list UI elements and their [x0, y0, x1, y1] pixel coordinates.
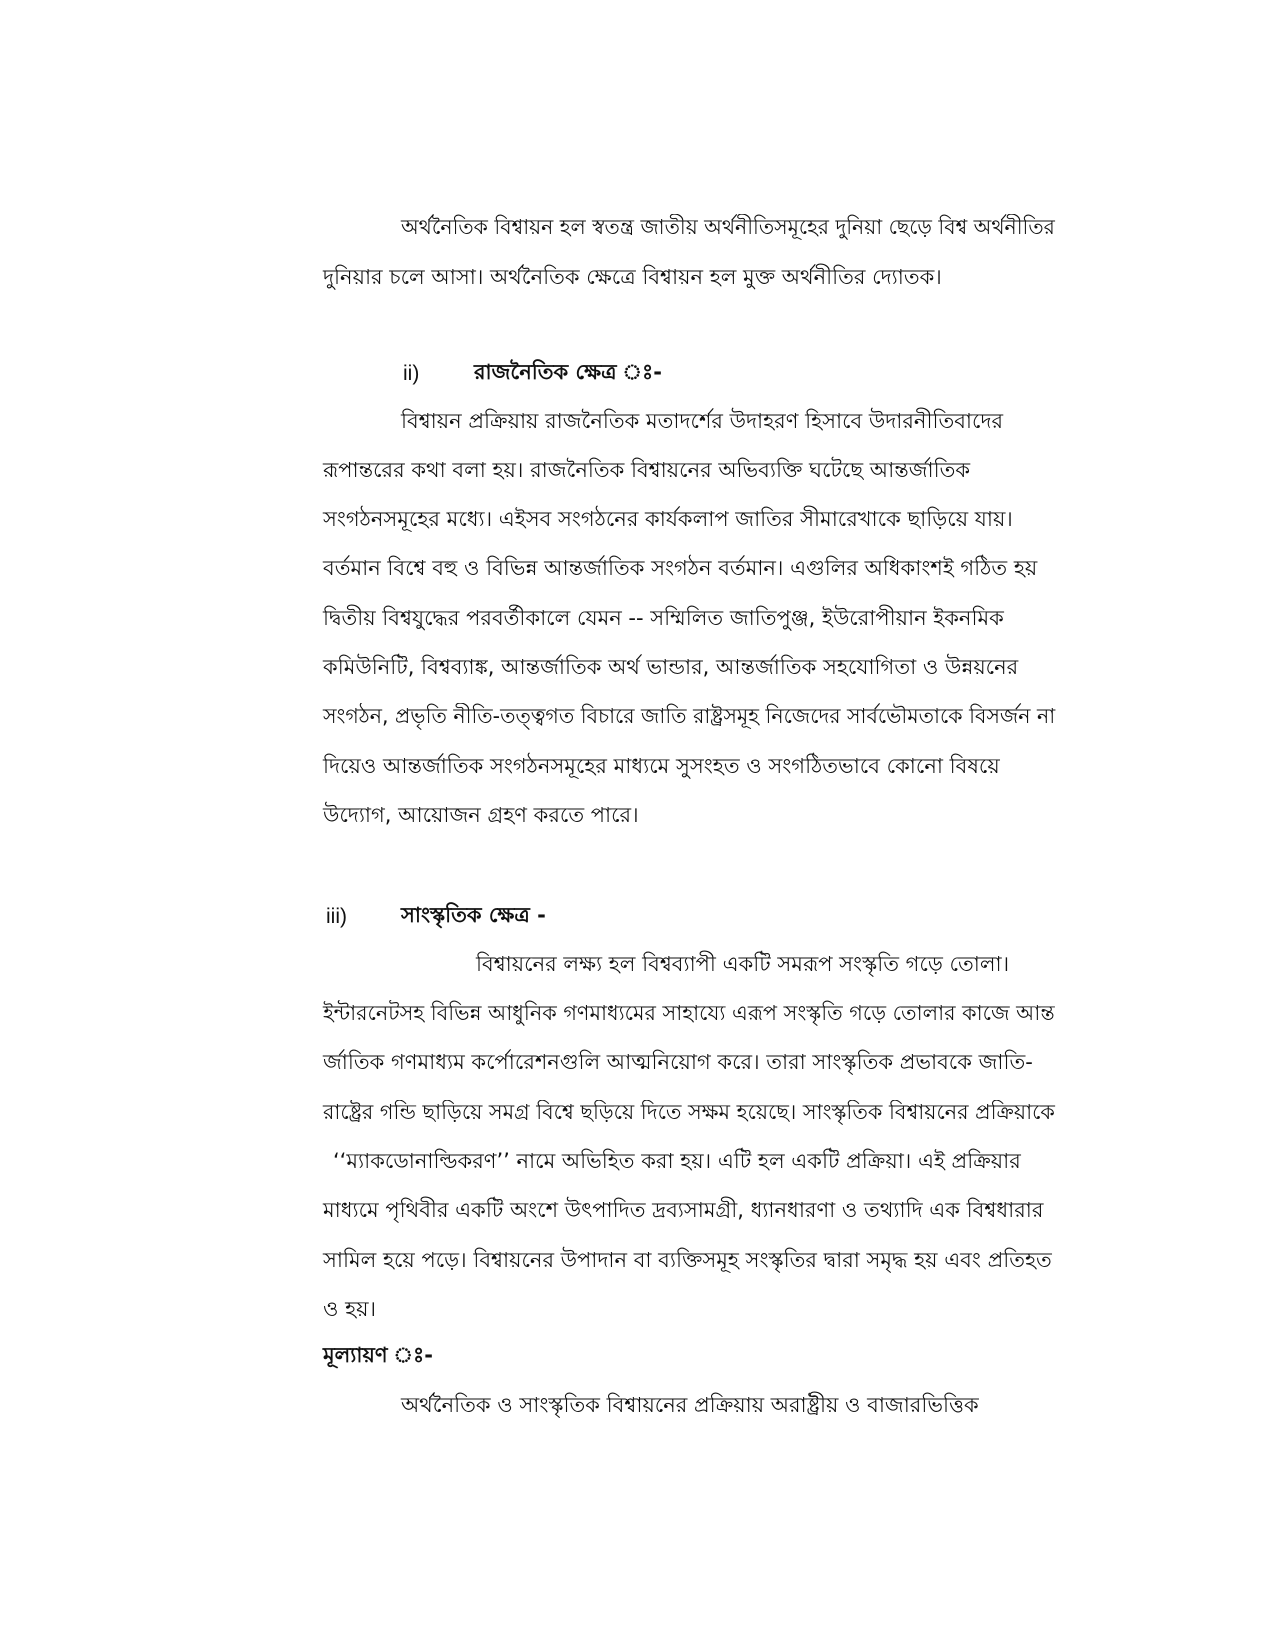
evaluation-section-title: মূল্যায়ণ ঃ- — [323, 1343, 433, 1367]
cultural-line-8: ও হয়। — [323, 1297, 377, 1321]
political-line-7: সংগঠন, প্রভৃতি নীতি-তত্ত্বগত বিচারে জাতি রাষ্ট্রসমূহ নিজেদের সার্বভৌমতাকে বিসর্জন না — [323, 704, 1056, 728]
cultural-line-7: সামিল হয়ে পড়ে। বিশ্বায়নের উপাদান বা ব্যক্তিসমূহ সংস্কৃতির দ্বারা সমৃদ্ধ হয় এবং প্রতিহত — [323, 1248, 1052, 1272]
cultural-line-3: র্জাতিক গণমাধ্যম কর্পোরেশনগুলি আত্মনিয়োগ করে। তারা সাংস্কৃতিক প্রভাবকে জাতি- — [323, 1050, 1033, 1074]
political-line-5: দ্বিতীয় বিশ্বযুদ্ধের পরবর্তীকালে যেমন -- সম্মিলিত জাতিপুঞ্জ, ইউরোপীয়ান ইকনমিক — [323, 606, 1004, 630]
cultural-section-title: সাংস্কৃতিক ক্ষেত্র - — [401, 903, 546, 927]
political-section-number: ii) — [403, 362, 420, 385]
cultural-line-4: রাষ্ট্রের গন্ডি ছাড়িয়ে সমগ্র বিশ্বে ছড়িয়ে দিতে সক্ষম হয়েছে। সাংস্কৃতিক বিশ্বায়নের প্রক্রিয়াকে — [323, 1100, 1055, 1124]
political-line-1: বিশ্বায়ন প্রক্রিয়ায় রাজনৈতিক মতাদর্শের উদাহরণ হিসাবে উদারনীতিবাদের — [401, 409, 1004, 433]
political-line-9: উদ্যোগ, আয়োজন গ্রহণ করতে পারে। — [323, 803, 639, 827]
political-line-2: রূপান্তরের কথা বলা হয়। রাজনৈতিক বিশ্বায়নের অভিব্যক্তি ঘটেছে আন্তর্জাতিক — [323, 458, 971, 482]
cultural-line-1: বিশ্বায়নের লক্ষ্য হল বিশ্বব্যাপী একটি সমরূপ সংস্কৃতি গড়ে তোলা। — [476, 952, 1010, 976]
economic-line-1: অর্থনৈতিক বিশ্বায়ন হল স্বতন্ত্র জাতীয় অর্থনীতিসমূহের দুনিয়া ছেড়ে বিশ্ব অর্থনীতির — [401, 215, 1055, 239]
cultural-section-number: iii) — [326, 905, 347, 928]
political-section-title: রাজনৈতিক ক্ষেত্র ঃ- — [474, 360, 662, 384]
political-line-6: কমিউনিটি, বিশ্বব্যাঙ্ক, আন্তর্জাতিক অর্থ ভান্ডার, আন্তর্জাতিক সহযোগিতা ও উন্নয়নের — [323, 655, 1019, 679]
political-line-8: দিয়েও আন্তর্জাতিক সংগঠনসমূহের মাধ্যমে সুসংহত ও সংগঠিতভাবে কোনো বিষয়ে — [323, 754, 1000, 778]
cultural-line-5: ‘‘ম্যাকডোনাল্ডিকরণ’’ নামে অভিহিত করা হয়। এটি হল একটি প্রক্রিয়া। এই প্রক্রিয়ার — [333, 1149, 1021, 1173]
political-line-3: সংগঠনসমূহের মধ্যে। এইসব সংগঠনের কার্যকলাপ জাতির সীমারেখাকে ছাড়িয়ে যায়। — [323, 507, 1013, 531]
cultural-line-2: ইন্টারনেটসহ বিভিন্ন আধুনিক গণমাধ্যমের সাহায্যে এরূপ সংস্কৃতি গড়ে তোলার কাজে আন্ত — [323, 1001, 1055, 1025]
economic-line-2: দুনিয়ার চলে আসা। অর্থনৈতিক ক্ষেত্রে বিশ্বায়ন হল মুক্ত অর্থনীতির দ্যোতক। — [323, 265, 942, 289]
cultural-line-6: মাধ্যমে পৃথিবীর একটি অংশে উৎপাদিত দ্রব্যসামগ্রী, ধ্যানধারণা ও তথ্যাদি এক বিশ্বধারার — [323, 1198, 1044, 1222]
evaluation-line-1: অর্থনৈতিক ও সাংস্কৃতিক বিশ্বায়নের প্রক্রিয়ায় অরাষ্ট্রীয় ও বাজারভিত্তিক — [401, 1393, 979, 1417]
political-line-4: বর্তমান বিশ্বে বহু ও বিভিন্ন আন্তর্জাতিক সংগঠন বর্তমান। এগুলির অধিকাংশই গঠিত হয় — [323, 556, 1038, 580]
